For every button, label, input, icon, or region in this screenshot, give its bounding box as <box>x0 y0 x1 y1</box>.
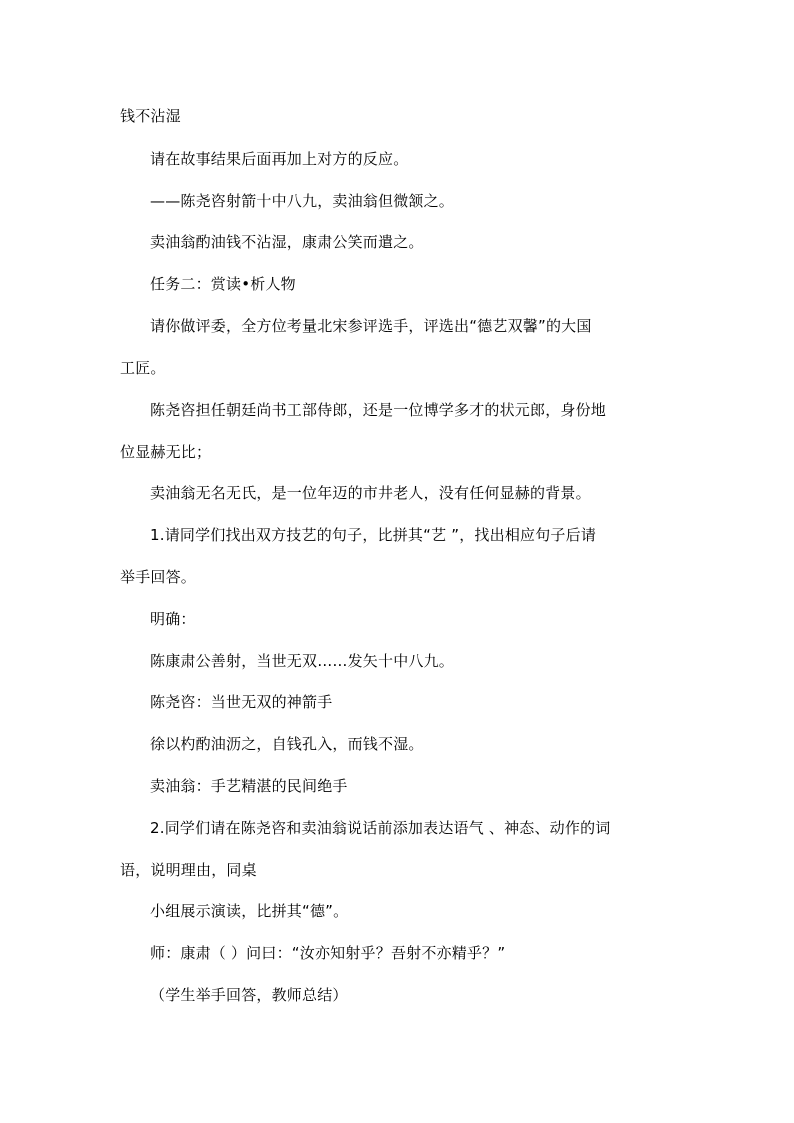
text-line: 陈康肃公善射，当世无双……发矢十中八九。 <box>150 652 455 670</box>
text-line: 卖油翁：手艺精湛的民间绝手 <box>150 777 348 795</box>
text-line: 卖油翁酌油钱不沾湿，康肃公笑而遣之。 <box>150 233 424 251</box>
text-line: （学生举手回答，教师总结） <box>150 986 348 1004</box>
text-line: 位显赫无比； <box>120 443 212 461</box>
text-line: ——陈尧咨射箭十中八九，卖油翁但微颔之。 <box>150 192 455 210</box>
text-line: 卖油翁无名无氏，是一位年迈的市井老人，没有任何显赫的背景。 <box>150 484 591 502</box>
text-line: 钱不沾湿 <box>120 107 181 125</box>
text-line: 语，说明理由，同桌 <box>120 861 257 879</box>
text-line: 小组展示演读，比拼其“德”。 <box>150 902 349 920</box>
text-line: 工匠。 <box>120 359 166 377</box>
text-line: 请你做评委，全方位考量北宋参评选手，评选出“德艺双馨”的大国 <box>150 317 592 335</box>
text-line: 陈尧咨担任朝廷尚书工部侍郎，还是一位博学多才的状元郎，身份地 <box>150 401 607 419</box>
text-line: 明确： <box>150 610 196 628</box>
section-heading: 任务二：赏读•析人物 <box>150 275 296 293</box>
text-line: 1.请同学们找出双方技艺的句子，比拼其“艺 ”，找出相应句子后请 <box>150 526 597 544</box>
text-line: 请在故事结果后面再加上对方的反应。 <box>150 150 409 168</box>
text-line: 举手回答。 <box>120 568 197 586</box>
text-line: 徐以杓酌油沥之，自钱孔入，而钱不湿。 <box>150 735 424 753</box>
text-line: 师：康肃（ ）问曰：“汝亦知射乎？吾射不亦精乎？” <box>150 944 506 962</box>
text-line: 2.同学们请在陈尧咨和卖油翁说话前添加表达语气 、神态、动作的词 <box>150 819 611 837</box>
text-line: 陈尧咨：当世无双的神箭手 <box>150 693 333 711</box>
